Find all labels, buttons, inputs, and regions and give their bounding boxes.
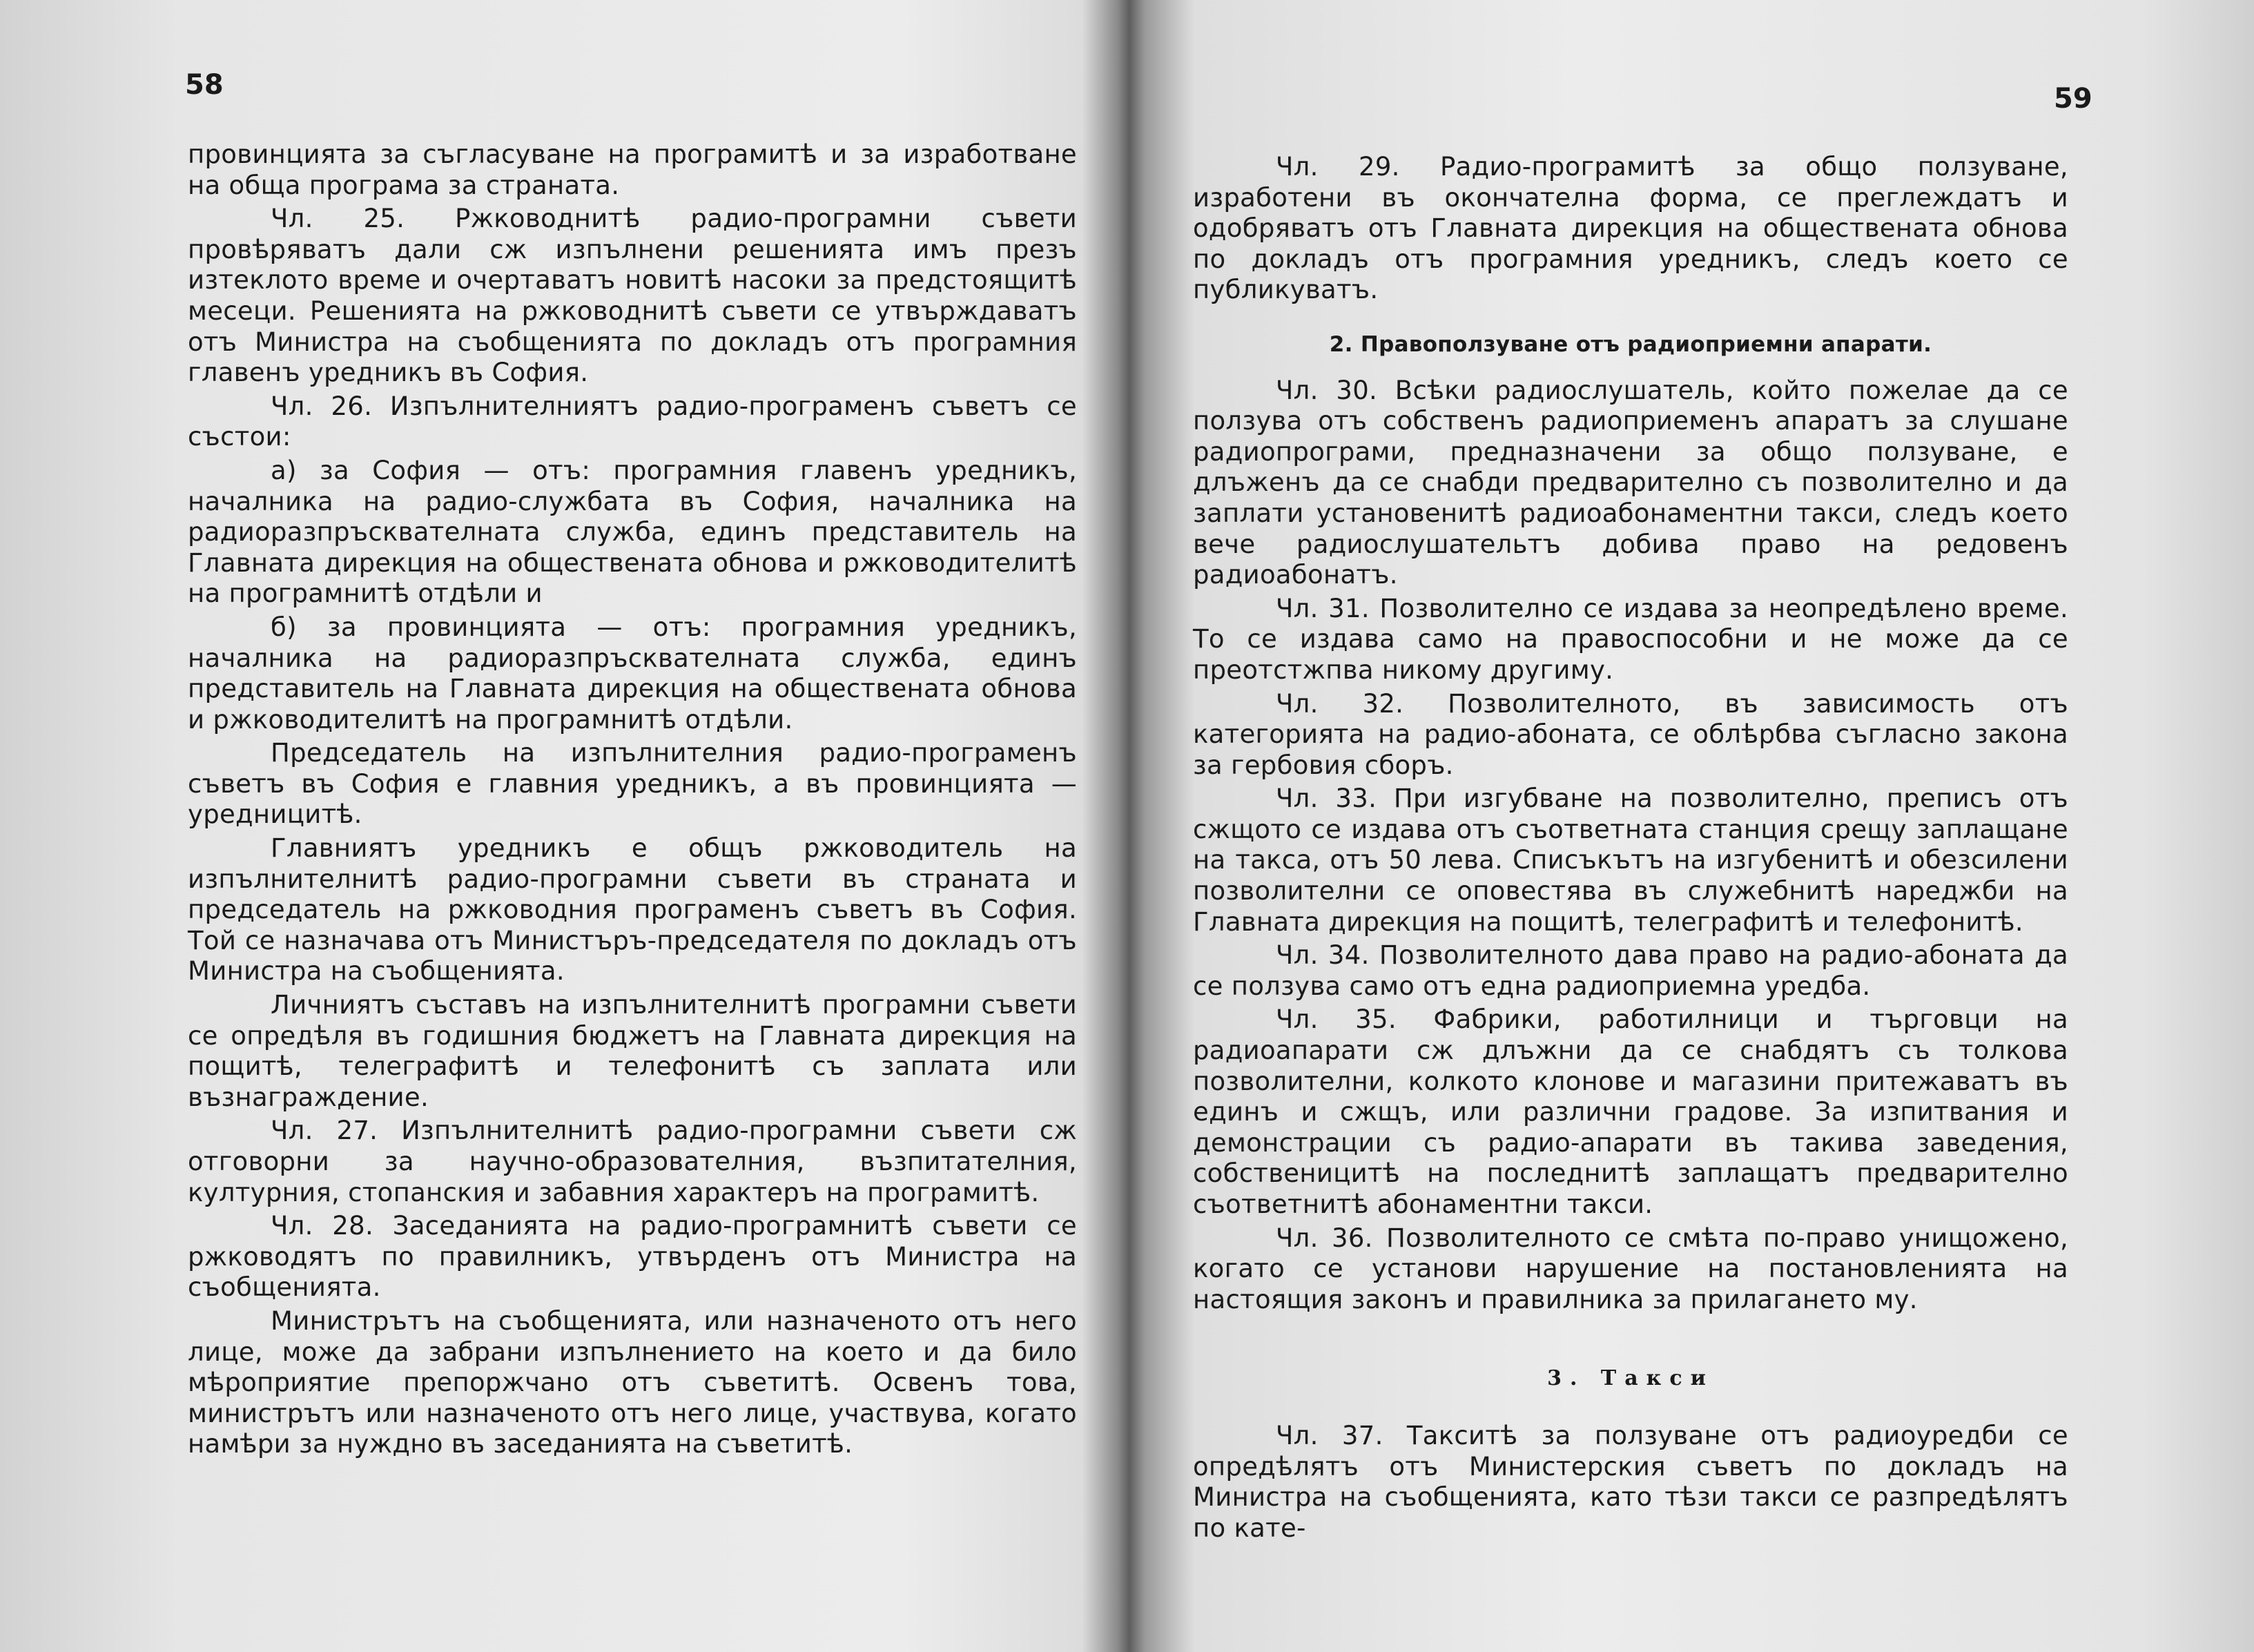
left-page (0, 0, 1118, 1652)
page-number: 59 (2054, 83, 2092, 115)
paragraph: Чл. 31. Позволително се издава за неопредѣлено време. То се издава само на правоспособни и не може да се преотстжпва никому другиму. (1193, 593, 2068, 685)
right-page (1146, 0, 2254, 1652)
paragraph: провинцията за съгласуване на програмитѣ и за изработване на обща програма за страната. (188, 139, 1077, 200)
paragraph: Чл. 28. Заседанията на радио-програмнитѣ съвети се ржководятъ по правилникъ, утвърденъ отъ Министра на съобщенията. (188, 1211, 1077, 1303)
left-page-text (188, 139, 1077, 1463)
paragraph: Чл. 30. Всѣки радиослушатель, който пожелае да се ползува отъ собственъ радиоприеменъ апаратъ за слушане радиопрограми, предназначени за общо ползуване, е длъженъ да се снабди предварително съ позволително и да заплати установенитѣ радиоабонаментни такси, следъ което вече радиослушательтъ добива право на редовенъ радиоабонатъ. (1193, 375, 2068, 590)
paragraph: Главниятъ уредникъ е общъ ржководитель на изпълнителнитѣ радио-програмни съвети въ страната и председатель на ржководния програменъ съветъ въ София. Той се назначава отъ Министъръ-председателя по докладъ отъ Министра на съобщенията. (188, 833, 1077, 987)
section-heading: 2. Правоползуване отъ радиоприемни апарати. (1329, 331, 1932, 357)
paragraph: Министрътъ на съобщенията, или назначеното отъ него лице, може да забрани изпълнението на което и да било мѣроприятие препоржчано отъ съветитѣ. Освенъ това, министрътъ или назначеното отъ него лице, участвува, когато намѣри за нуждно въ заседанията на съветитѣ. (188, 1305, 1077, 1459)
paragraph: Чл. 29. Радио-програмитѣ за общо ползуване, изработени въ окончателна форма, се преглеждатъ и одобряватъ отъ Главната дирекция на общественатa обнова по докладъ отъ програмния уредникъ, следъ което се публикуватъ. (1193, 152, 2068, 305)
right-page-text (1193, 152, 2068, 1546)
paragraph: Чл. 37. Такситѣ за ползуване отъ радиоуредби се опредѣлятъ отъ Министерския съветъ по докладъ на Министра на съобщенията, като тѣзи такси се разпредѣлятъ по кате- (1193, 1420, 2068, 1543)
paragraph: Чл. 25. Ржководнитѣ радио-програмни съвети провѣряватъ дали сж изпълнени решенията имъ презъ изтеклото време и очертаватъ новитѣ насоки за предстоящитѣ месеци. Решенията на ржководнитѣ съвети се утвърждаватъ отъ Министра на съобщенията по докладъ отъ програмния главенъ уредникъ въ София. (188, 204, 1077, 388)
paragraph: Чл. 35. Фабрики, работилници и търговци на радиоапарати сж длъжни да се снабдятъ съ толкова позволителни, колкото клонове и магазини притежаватъ въ единъ и сжщъ, или различни градове. За изпитвания и демонстрации съ радио-апарати въ такива заведения, собственицитѣ на последнитѣ заплащатъ предварително съответнитѣ абонаментни такси. (1193, 1004, 2068, 1219)
paragraph: Чл. 26. Изпълнителниятъ радио-програменъ съветъ се състои: (188, 391, 1077, 452)
section-heading: 3. Такси (1547, 1366, 1714, 1391)
paragraph: Личниятъ съставъ на изпълнителнитѣ програмни съвети се опредѣля въ годишния бюджетъ на Главната дирекция на пощитѣ, телеграфитѣ и телефонитѣ съ заплата или възнаграждение. (188, 990, 1077, 1112)
paragraph: Чл. 32. Позволителното, въ зависимость отъ категорията на радио-абоната, се облѣрбва съгласно закона за гербовия сборъ. (1193, 688, 2068, 780)
paragraph: Чл. 36. Позволителното се смѣта по-право унищожено, когато се установи нарушение на постановленията на настоящия законъ и правилника за прилагането му. (1193, 1223, 2068, 1314)
page-number: 58 (185, 69, 224, 101)
paragraph: а) за София — отъ: програмния главенъ уредникъ, началника на радио-службата въ София, началника на радиоразпръсквателната служба, единъ представитель на Главната дирекция на общественатa обнова и ржководителитѣ на програмнитѣ отдѣли и (188, 455, 1077, 609)
paragraph: б) за провинцията — отъ: програмния уредникъ, началника на радиоразпръсквателната служба, единъ представитель на Главната дирекция на общественатa обнова и ржководителитѣ на програмнитѣ отдѣли. (188, 612, 1077, 735)
paragraph: Чл. 34. Позволителното дава право на радио-абоната да се ползува само отъ една радиоприемна уредба. (1193, 940, 2068, 1001)
paragraph: Председатель на изпълнителния радио-програменъ съветъ въ София е главния уредникъ, а въ провинцията — уредницитѣ. (188, 738, 1077, 830)
paragraph: Чл. 33. При изгубване на позволително, преписъ отъ сжщото се издава отъ съответната станция срещу заплащане на такса, отъ 50 лева. Списъкътъ на изгубенитѣ и обезсилени позволителни се оповестява въ служебнитѣ нареджби на Главната дирекция на пощитѣ, телеграфитѣ и телефонитѣ. (1193, 784, 2068, 937)
paragraph: Чл. 27. Изпълнителнитѣ радио-програмни съвети сж отговорни за научно-образователния, възпитателния, културния, стопанския и забавния характеръ на програмитѣ. (188, 1116, 1077, 1207)
